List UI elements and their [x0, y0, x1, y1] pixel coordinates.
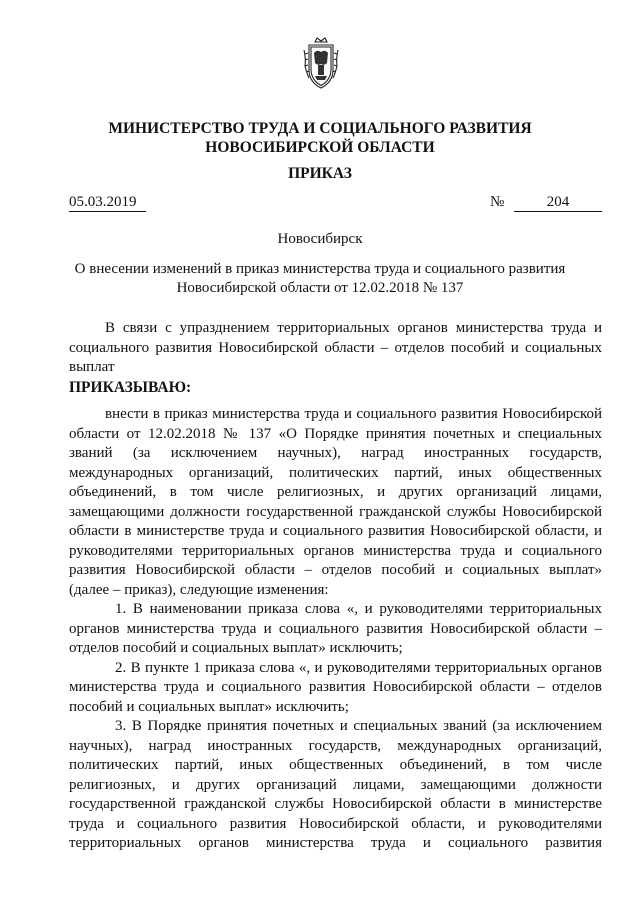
body-line: 3. В Порядке принятия почетных и специальных званий (за исключением — [115, 718, 602, 734]
body-line: международных организаций, политических партий, иных общественных — [69, 464, 602, 481]
preamble-line: выплат — [69, 359, 115, 375]
body-line: замещающими должности государственной гражданской службы Новосибирской — [69, 503, 602, 520]
body-line: пособий и социальных выплат» исключить; — [69, 698, 349, 715]
coat-of-arms-icon — [301, 36, 341, 90]
ministry-line-1: МИНИСТЕРСТВО ТРУДА И СОЦИАЛЬНОГО РАЗВИТИЯ — [108, 120, 532, 137]
preamble-line: В связи с упразднением территориальных органов министерства труда и — [105, 320, 602, 336]
ministry-name — [0, 119, 640, 157]
subject-line-1: О внесении изменений в приказ министерства труда и социального развития — [74, 261, 566, 277]
body-line: внести в приказ министерства труда и социального развития Новосибирской — [105, 406, 602, 422]
document-date: 05.03.2019 — [69, 193, 146, 212]
body-line: отделов пособий и социальных выплат» исключить; — [69, 640, 403, 656]
body-line: научных), наград иностранных государств, международных организаций, — [69, 737, 602, 754]
city: Новосибирск — [277, 231, 363, 247]
body-line: органов министерства труда и социального развития Новосибирской области – — [69, 620, 602, 637]
ministry-line-2: НОВОСИБИРСКОЙ ОБЛАСТИ — [205, 139, 435, 156]
body-line: министерства труда и социального развития Новосибирской области – отделов — [69, 679, 602, 695]
body-line: (далее – приказ), следующие изменения: — [69, 581, 329, 598]
body-line: политических партий, иных общественных объединений, в том числе — [69, 757, 602, 773]
preamble — [69, 319, 602, 378]
body-line: званий (за исключением научных), наград иностранных государств, — [69, 445, 602, 461]
body-line: области от 12.02.2018 № 137 «О Порядке принятия почетных и специальных — [69, 425, 602, 442]
body-line: 1. В наименовании приказа слова «, и руководителями территориальных — [115, 601, 602, 617]
order-word: ПРИКАЗЫВАЮ: — [69, 379, 192, 396]
document-number: 204 — [514, 193, 602, 212]
body-line: 2. В пункте 1 приказа слова «, и руководителями территориальных органов — [115, 659, 602, 676]
number-label: № — [490, 194, 505, 210]
document-type: ПРИКАЗ — [288, 165, 352, 182]
body-line: руководителями территориальных органов министерства труда и социального — [69, 542, 602, 559]
body-line: государственной гражданской службы Новосибирской области в министерстве — [69, 796, 602, 812]
body-line: труда и социального развития Новосибирской области, и руководителями — [69, 815, 602, 832]
body-line: объединений, в том числе религиозных, и других организаций лицами, — [69, 484, 602, 500]
body-line: области в министерстве труда и социального развития Новосибирской области, и — [69, 523, 602, 539]
body-line: развития Новосибирской области – отделов пособий и социальных выплат» — [69, 562, 602, 578]
order-body — [69, 405, 602, 854]
document-subject — [0, 260, 640, 298]
body-line: религиозных, и других организаций лицами, замещающими должности — [69, 776, 602, 793]
body-line: территориальных органов министерства труда и социального развития — [69, 835, 602, 851]
subject-line-2: Новосибирской области от 12.02.2018 № 137 — [176, 280, 464, 296]
preamble-line: социального развития Новосибирской области – отделов пособий и социальных — [69, 339, 602, 356]
